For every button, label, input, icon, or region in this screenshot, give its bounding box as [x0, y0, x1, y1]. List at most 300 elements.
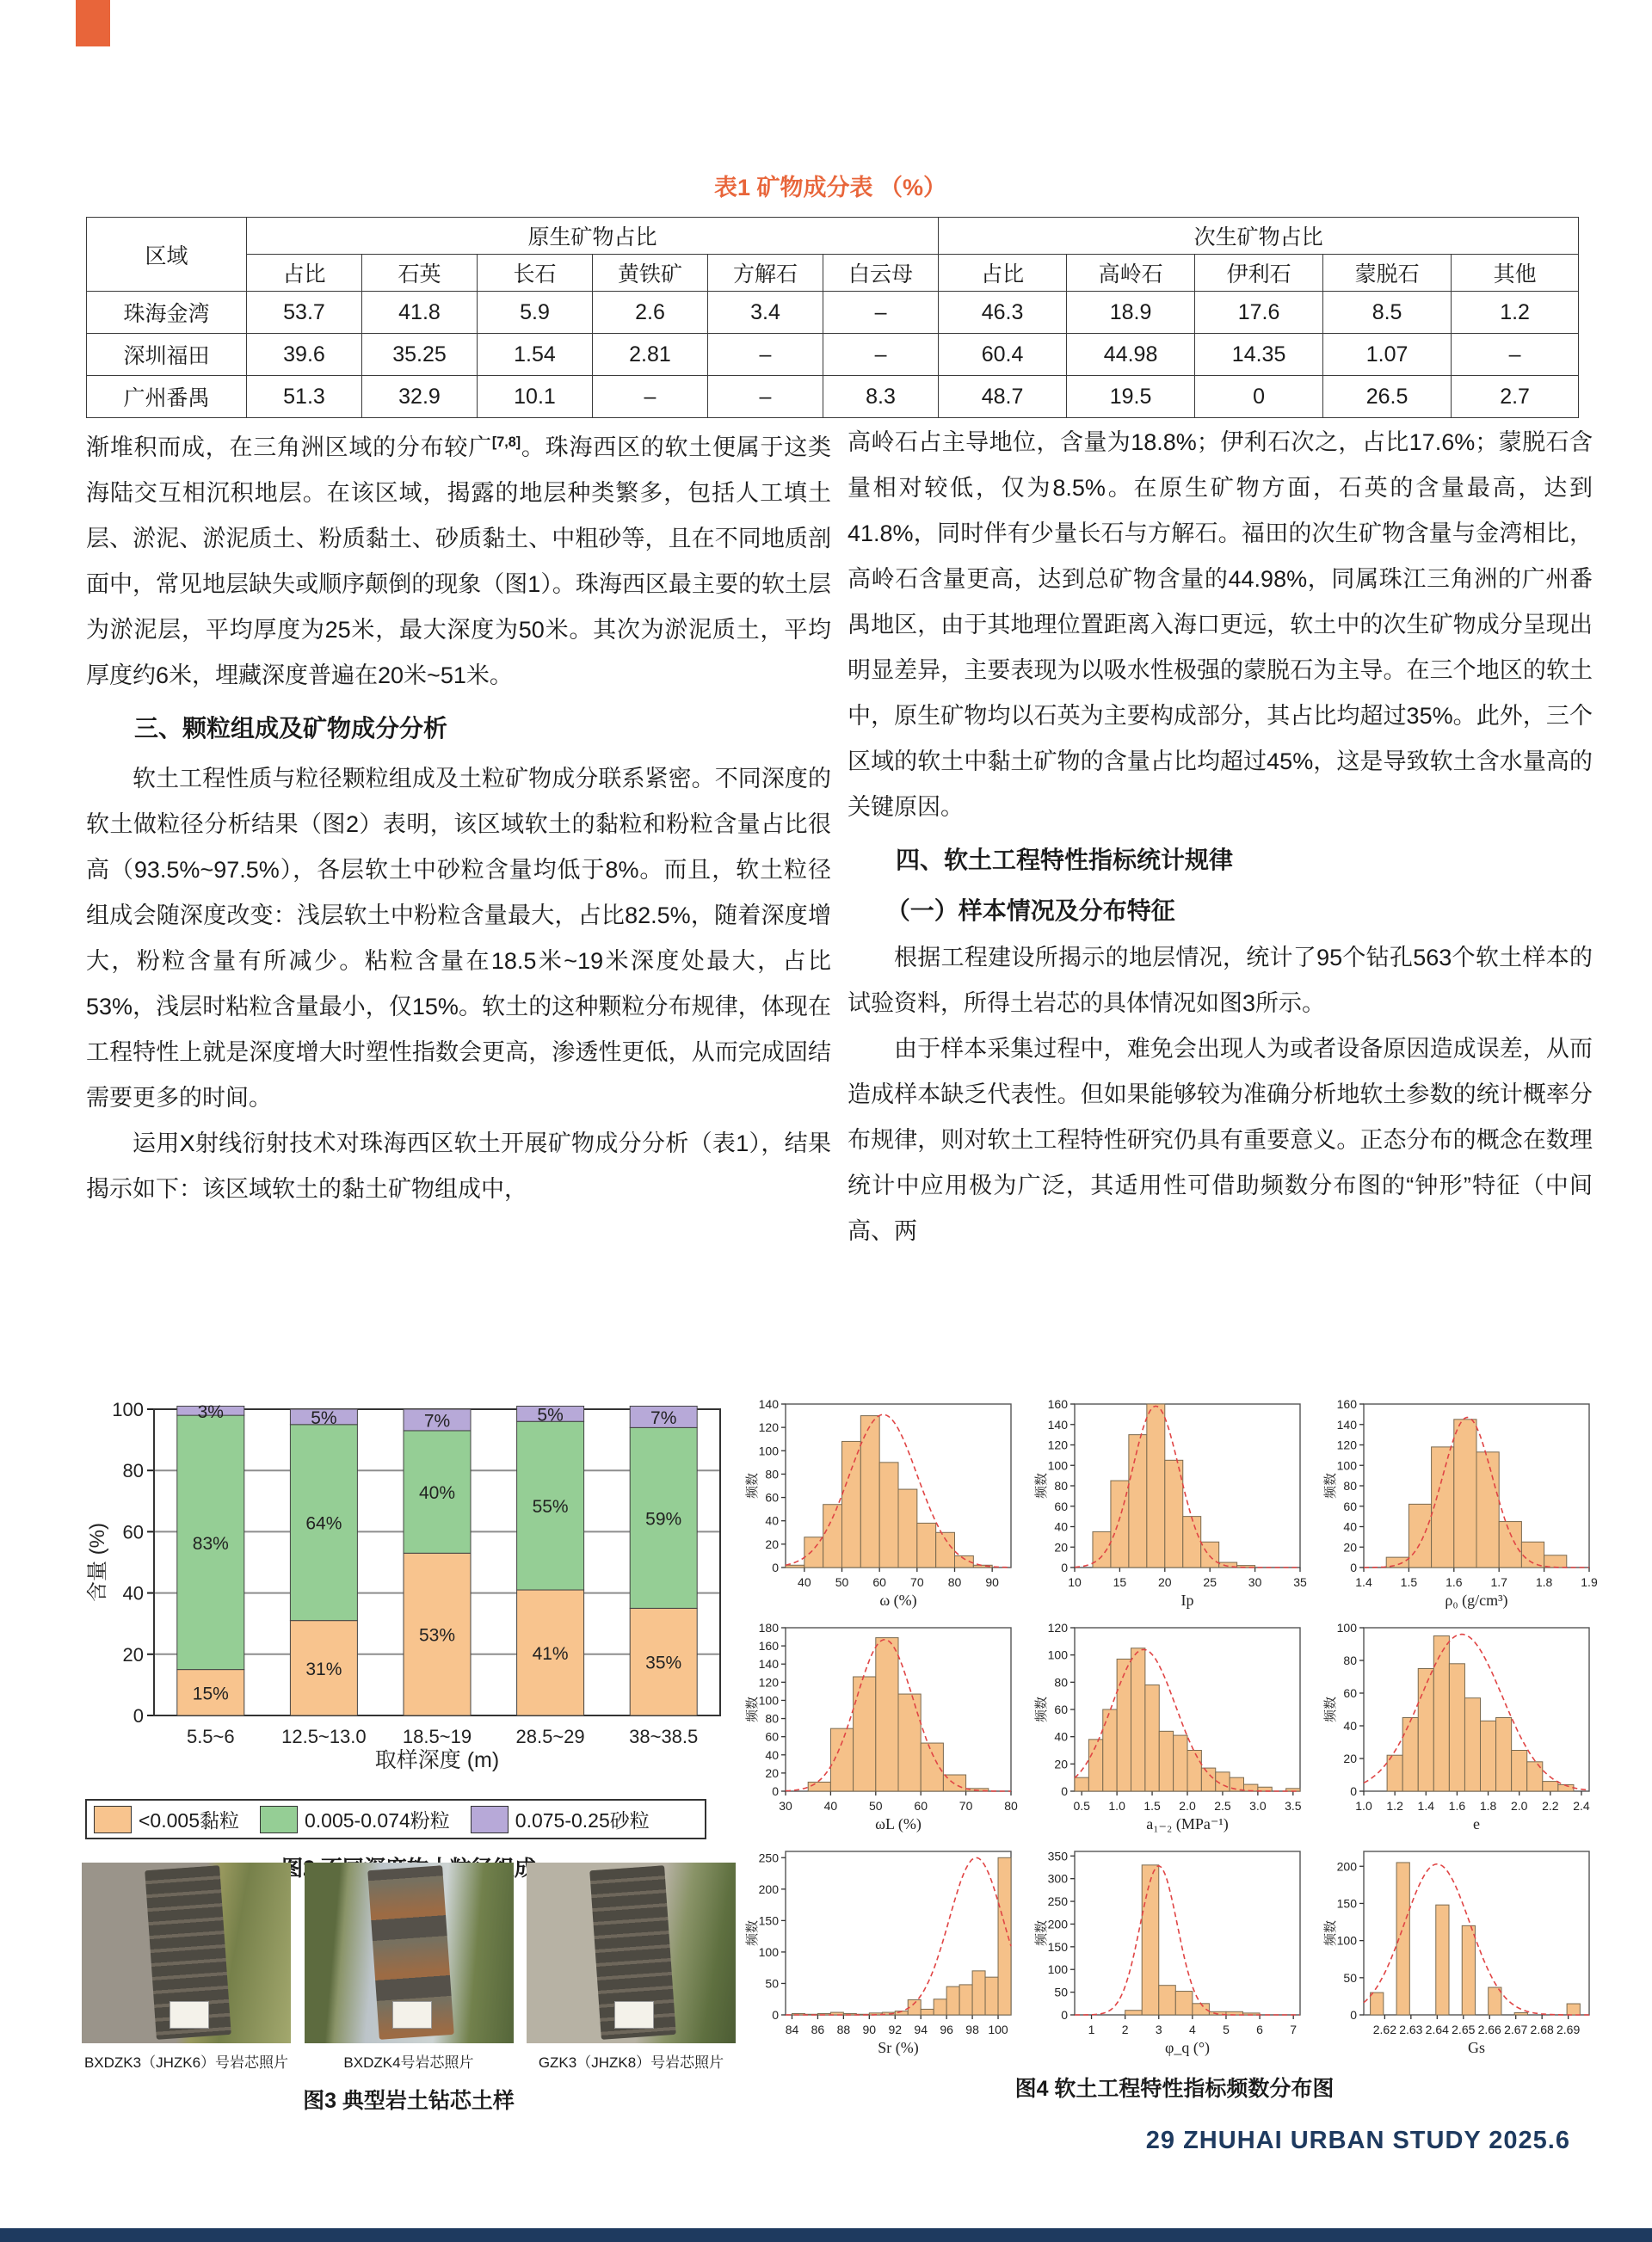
fig3-caption: 图3 典型岩土钻芯土样: [303, 2089, 515, 2113]
fig4-grid: [744, 1395, 1605, 2060]
legend-label: 0.005-0.074粉粒: [305, 1809, 450, 1832]
histogram-bar: [921, 2009, 934, 2015]
tick-label: 60: [1343, 1499, 1357, 1513]
histogram-bar: [1433, 1636, 1449, 1792]
table-cell-value: –: [823, 292, 939, 334]
subsection-heading: （一）样本情况及分布特征: [885, 897, 1175, 924]
citation-superscript: [7,8]: [491, 434, 521, 450]
table-cell-value: 5.9: [478, 292, 593, 334]
paragraph: [86, 420, 831, 699]
tick-label: 0: [133, 1705, 144, 1727]
table-subheader: 白云母: [823, 255, 939, 292]
stacked-bar-chart-particle-size: [82, 1395, 736, 1791]
right-column: [848, 420, 1593, 1254]
tick-label: 100: [1047, 1648, 1068, 1662]
histogram-bar: [917, 1523, 936, 1568]
table-cell-value: –: [1452, 334, 1579, 376]
tick-label: 80: [765, 1711, 779, 1726]
tick-label: 250: [758, 1851, 779, 1865]
figure2-block: [82, 1395, 736, 1882]
tick-label: 0.5: [1073, 1799, 1090, 1813]
histogram-bar: [1183, 1517, 1201, 1568]
histogram-bar: [879, 1463, 898, 1568]
table-cell-value: 3.4: [708, 292, 823, 334]
bar-value-label: 5%: [537, 1405, 564, 1426]
tick-label: 10: [1068, 1575, 1082, 1589]
tick-label: 20: [1054, 1757, 1068, 1771]
bar-value-label: 7%: [650, 1407, 677, 1428]
table-cell-value: 26.5: [1323, 376, 1452, 418]
bar-value-label: 59%: [645, 1509, 682, 1530]
y-axis-label: 频数: [745, 1696, 760, 1723]
histogram-bar: [898, 1694, 921, 1791]
histogram-bar: [1514, 2012, 1527, 2015]
histogram-bar: [934, 1999, 946, 2015]
y-axis-label: 频数: [1034, 1472, 1049, 1500]
table-subheader: 占比: [247, 255, 362, 292]
histogram-bar: [1476, 1452, 1499, 1568]
tick-label: 1.5: [1143, 1799, 1161, 1813]
histogram-bar: [1409, 1504, 1431, 1568]
tick-label: 1.8: [1479, 1799, 1497, 1813]
core-photo-2: [305, 1863, 514, 2043]
tick-label: 40: [1343, 1719, 1357, 1733]
figure4-block: [744, 1395, 1605, 2103]
tick-label: 0: [772, 1784, 779, 1798]
tick-label: 60: [1054, 1703, 1068, 1716]
table-cell-value: 1.2: [1452, 292, 1579, 334]
tick-label: 50: [869, 1799, 883, 1813]
histogram-bar: [1464, 1698, 1480, 1791]
histogram-bar: [1159, 1731, 1173, 1791]
table-cell-region: 广州番禺: [87, 376, 247, 418]
legend-swatch: [260, 1806, 298, 1833]
tick-label: 0: [1350, 1784, 1357, 1798]
tick-label: 2.5: [1214, 1799, 1231, 1813]
tick-label: 100: [1047, 1962, 1068, 1977]
table-cell-value: 53.7: [247, 292, 362, 334]
tick-label: 40: [122, 1582, 144, 1605]
bar-value-label: 41%: [532, 1644, 569, 1665]
table-cell-region: 深圳福田: [87, 334, 247, 376]
tick-label: 2.64: [1425, 2023, 1449, 2036]
histogram-bar: [1175, 1992, 1193, 2015]
tick-label: 60: [872, 1575, 886, 1589]
tick-label: 60: [914, 1799, 928, 1813]
tick-label: 1.7: [1490, 1575, 1507, 1589]
table-cell-value: 2.6: [593, 292, 708, 334]
histogram-bar: [1489, 1987, 1501, 2015]
table-subheader: 高岭石: [1067, 255, 1195, 292]
core-photo-caption-3: GZK3（JHZK8）号岩芯照片: [538, 2054, 724, 2071]
tick-label: 60: [1343, 1686, 1357, 1700]
histogram-bar: [1145, 1685, 1159, 1792]
table-cell-value: 1.07: [1323, 334, 1452, 376]
histogram-bar: [1125, 2011, 1143, 2015]
table-cell-value: 48.7: [939, 376, 1067, 418]
histogram-Sr: [744, 1843, 1020, 2060]
histogram-bar: [1481, 1721, 1496, 1791]
table-cell-value: 60.4: [939, 334, 1067, 376]
bar-value-label: 3%: [197, 1401, 224, 1422]
table-cell-value: 46.3: [939, 292, 1067, 334]
histogram-bar: [1544, 1555, 1567, 1568]
paragraph: 由于样本采集过程中，难免会出现人为或者设备原因造成误差，从而造成样本缺乏代表性。但如果能够较为准确分析地软土参数的统计概率分布规律，则对软土工程特性研究仍具有重要意义。正态分布的概念在数理统计中应用极为广泛，其适用性可借助频数分布图的“钟形”特征（中间高、两: [848, 1036, 1593, 1244]
core-photo-captions: [82, 2050, 736, 2072]
footer-band: [0, 2228, 1652, 2242]
tick-label: 350: [1047, 1849, 1068, 1863]
tick-label: 2.4: [1573, 1799, 1590, 1813]
tick-label: 40: [765, 1747, 779, 1762]
tick-label: 20: [1054, 1540, 1068, 1555]
histogram-bar: [1462, 1925, 1475, 2015]
core-label-card: [614, 2001, 654, 2029]
tick-label: 92: [888, 2023, 903, 2036]
histogram-bar: [860, 1416, 879, 1568]
tick-label: 94: [914, 2023, 928, 2036]
tick-label: 50: [835, 1575, 849, 1589]
core-photo-caption-2: BXDZK4号岩芯照片: [343, 2054, 474, 2071]
x-axis-label: ωL (%): [875, 1815, 922, 1832]
tick-label: 100: [1336, 1458, 1357, 1473]
tick-label: 1.4: [1417, 1799, 1435, 1813]
tick-label: 150: [758, 1913, 779, 1928]
tick-label: 30: [1248, 1575, 1262, 1589]
y-axis-label: 频数: [1034, 1919, 1049, 1947]
y-axis-label: 频数: [1034, 1696, 1049, 1723]
tick-label: 250: [1047, 1894, 1068, 1909]
fig4-caption: 图4 软土工程特性指标频数分布图: [1014, 2077, 1335, 2101]
histogram-bar: [1527, 1762, 1543, 1791]
table-cell-region: 珠海金湾: [87, 292, 247, 334]
tick-label: 160: [1047, 1397, 1068, 1411]
table-cell-value: 35.25: [362, 334, 478, 376]
tick-label: 5: [1223, 2023, 1230, 2036]
section-heading-3: 三、颗粒组成及矿物成分分析: [134, 715, 448, 742]
histogram-bar: [1371, 1993, 1384, 2015]
tick-label: 1.5: [1400, 1575, 1418, 1589]
tick-label: 80: [1343, 1479, 1357, 1493]
tick-label: 3: [1155, 2023, 1162, 2036]
table-cell-value: 8.3: [823, 376, 939, 418]
histogram-phiq: [1033, 1843, 1309, 2060]
histogram-bar: [959, 1985, 972, 2015]
histogram-e: [1322, 1619, 1598, 1836]
table-row: [87, 292, 1579, 334]
tick-label: 80: [1054, 1675, 1068, 1690]
x-axis-label: Sr (%): [878, 2039, 919, 2056]
histogram-bar: [1230, 1777, 1243, 1791]
tick-label: 120: [758, 1675, 779, 1690]
histogram-rho0: [1322, 1395, 1598, 1612]
histogram-bar: [1512, 1751, 1527, 1792]
legend-label: <0.005黏粒: [139, 1809, 239, 1832]
histogram-bar: [786, 1565, 804, 1568]
table-subheader: 其他: [1452, 255, 1579, 292]
histogram-bar: [1142, 1865, 1159, 2015]
histogram-bar: [842, 1441, 861, 1568]
bar-value-label: 7%: [423, 1411, 451, 1432]
tick-label: 100: [758, 1693, 779, 1708]
tick-label: 1.6: [1446, 1575, 1463, 1589]
bar-value-label: 40%: [418, 1483, 456, 1504]
histogram-bar: [854, 1677, 876, 1791]
tick-label: 28.5~29: [515, 1726, 585, 1747]
tick-label: 120: [1336, 1438, 1357, 1452]
y-axis-label: 频数: [1323, 1696, 1338, 1723]
table-subheader: 伊利石: [1195, 255, 1323, 292]
tick-label: 25: [1203, 1575, 1217, 1589]
histogram-bar: [1159, 1986, 1176, 2015]
histogram-bar: [1499, 1522, 1521, 1568]
tick-label: 30: [779, 1799, 792, 1813]
bar-value-label: 15%: [192, 1684, 229, 1704]
tick-label: 84: [785, 2023, 799, 2036]
bar-value-label: 55%: [532, 1497, 569, 1518]
bar-value-label: 31%: [305, 1659, 342, 1679]
table-cell-value: –: [708, 334, 823, 376]
table-subheader: 蒙脱石: [1323, 255, 1452, 292]
table-cell-value: 41.8: [362, 292, 478, 334]
paragraph: 软土工程性质与粒径颗粒组成及土粒矿物成分联系紧密。不同深度的软土做粒径分析结果（图2）表明，该区域软土的黏粒和粉粒含量占比很高（93.5%~97.5%），各层软土中砂粒含量均低于8%。而且，软土粒径组成会随深度改变：浅层软土中粉粒含量最大，占比82.5%，随着深度增大，粉粒含量有所减少。粘粒含量在18.5米~19米深度处最大，占比53%，浅层时粘粒含量最小，仅15%。软土的这种颗粒分布规律，体现在工程特性上就是深度增大时塑性指数会更高，渗透性更低，从而完成固结需要更多的时间。: [86, 766, 831, 1111]
histogram-bar: [985, 1977, 998, 2015]
table-header-primary-group: 原生矿物占比: [247, 218, 939, 255]
tick-label: 38~38.5: [629, 1726, 699, 1747]
tick-label: 20: [1343, 1752, 1357, 1765]
paragraph: 根据工程建设所揭示的地层情况，统计了95个钻孔563个软土样本的试验资料，所得土岩芯的具体情况如图3所示。: [848, 945, 1593, 1016]
tick-label: 98: [965, 2023, 979, 2036]
histogram-bar: [876, 1638, 898, 1791]
tick-label: 80: [1054, 1479, 1068, 1493]
section-heading-4: 四、软土工程特性指标统计规律: [896, 847, 1234, 873]
tick-label: 0: [772, 1561, 779, 1574]
tick-label: 0: [1061, 2008, 1068, 2022]
histogram-bar: [1454, 1420, 1476, 1568]
x-axis-label: Ip: [1180, 1592, 1194, 1609]
histogram-bar: [823, 1505, 842, 1568]
tick-label: 0: [772, 2008, 779, 2022]
histogram-omega: [744, 1395, 1020, 1612]
tick-label: 300: [1047, 1871, 1068, 1886]
tick-label: 80: [122, 1460, 144, 1482]
table-cell-value: 2.7: [1452, 376, 1579, 418]
histogram-bar: [946, 1986, 959, 2015]
tick-label: 80: [1343, 1654, 1357, 1667]
tick-label: 100: [758, 1444, 779, 1458]
tick-label: 200: [1336, 1859, 1357, 1874]
tick-label: 70: [959, 1799, 973, 1813]
tick-label: 2.66: [1477, 2023, 1501, 2036]
tick-label: 40: [1054, 1519, 1068, 1534]
tick-label: 15: [1113, 1575, 1127, 1589]
legend-item: [471, 1805, 662, 1833]
paragraph-text: 渐堆积而成，在三角洲区域的分布较广: [86, 434, 492, 460]
bar-value-label: 35%: [645, 1653, 682, 1673]
tick-label: 20: [122, 1643, 144, 1666]
histogram-bar: [1567, 2004, 1580, 2015]
y-axis-label: 含量 (%): [86, 1523, 109, 1602]
tick-label: 1.2: [1386, 1799, 1403, 1813]
histogram-a12: [1033, 1619, 1309, 1836]
table-cell-value: 18.9: [1067, 292, 1195, 334]
bar-value-label: 53%: [418, 1625, 456, 1646]
table-header-region: 区域: [87, 218, 247, 292]
paragraph: 高岭石占主导地位，含量为18.8%；伊利石次之，占比17.6%；蒙脱石含量相对较低，仅为8.5%。在原生矿物方面，石英的含量最高，达到41.8%，同时伴有少量长石与方解石。福田的次生矿物含量与金湾相比，高岭石含量更高，达到总矿物含量的44.98%，同属珠江三角洲的广州番禺地区，由于其地理位置距离入海口更远，软土中的次生矿物成分呈现出明显差异，主要表现为以吸水性极强的蒙脱石为主导。在三个地区的软土中，原生矿物均以石英为主要构成部分，其占比均超过35%。此外，三个区域的软土中黏土矿物的含量占比均超过45%，这是导致软土含水量高的关键原因。: [848, 429, 1593, 820]
tick-label: 100: [758, 1944, 779, 1959]
tick-label: 2.65: [1452, 2023, 1476, 2036]
tick-label: 100: [112, 1399, 144, 1420]
tick-label: 120: [1047, 1438, 1068, 1452]
histogram-bar: [1075, 1777, 1088, 1791]
tick-label: 40: [765, 1513, 779, 1528]
histogram-bar: [804, 1537, 823, 1568]
histogram-bar: [1543, 1782, 1558, 1791]
tick-label: 0: [1350, 1561, 1357, 1574]
table-subheader: 长石: [478, 255, 593, 292]
x-axis-label: a₁₋₂ (MPa⁻¹): [1146, 1815, 1229, 1832]
legend-item: [260, 1805, 462, 1833]
histogram-bar: [998, 1857, 1011, 2015]
histogram-bar: [1131, 1648, 1145, 1791]
histogram-bar: [1387, 1755, 1402, 1791]
left-column: [86, 420, 831, 1212]
tick-label: 4: [1188, 2023, 1196, 2036]
table-cell-value: 19.5: [1067, 376, 1195, 418]
table-cell-value: 10.1: [478, 376, 593, 418]
table-cell-value: 17.6: [1195, 292, 1323, 334]
x-axis-label: e: [1473, 1815, 1480, 1832]
fig2-legend: [85, 1799, 706, 1839]
y-axis-label: 频数: [745, 1919, 760, 1947]
tick-label: 200: [758, 1882, 779, 1896]
core-photo-caption-1: BXDZK3（JHZK6）号岩芯照片: [83, 2054, 289, 2071]
table-row: [87, 376, 1579, 418]
histogram-bar: [1402, 1718, 1418, 1792]
table-subheader: 石英: [362, 255, 478, 292]
histogram-bar: [1449, 1664, 1464, 1791]
histogram-bar: [972, 1971, 985, 2015]
fig2-caption: 图2: [281, 1857, 315, 1881]
tick-label: 12.5~13.0: [281, 1726, 367, 1747]
tick-label: 140: [758, 1657, 779, 1672]
tick-label: 140: [1336, 1417, 1357, 1432]
histogram-bar: [1521, 1542, 1544, 1568]
tick-label: 5.5~6: [186, 1726, 235, 1747]
legend-swatch: [94, 1806, 132, 1833]
core-photo-1: [82, 1863, 291, 2043]
x-axis-label: φ_q (°): [1164, 2039, 1211, 2056]
page-footer: 29 ZHUHAI URBAN STUDY 2025.6: [1145, 2127, 1570, 2154]
core-photo-row: [82, 1863, 736, 2043]
tick-label: 50: [1343, 1970, 1357, 1985]
tick-label: 180: [758, 1621, 779, 1635]
legend-item: [94, 1805, 251, 1833]
tick-label: 100: [988, 2023, 1008, 2036]
tick-label: 2.69: [1556, 2023, 1581, 2036]
table-body: [87, 292, 1579, 418]
legend-swatch: [471, 1806, 509, 1833]
core-photo-3: [527, 1863, 736, 2043]
histogram-bar: [1418, 1669, 1433, 1792]
page-corner-mark: [76, 0, 110, 46]
paragraph-text: 。珠海西区的软土便属于这类海陆交互相沉积地层。在该区域，揭露的地层种类繁多，包括人工填土层、淤泥、淤泥质土、粉质黏土、砂质黏土、中粗砂等，且在不同地质剖面中，常见地层缺失或顺序颠倒的现象（图1）。珠海西区最主要的软土层为淤泥层，平均厚度为25米，最大深度为50米。其次为淤泥质土，平均厚度约6米，埋藏深度普遍在20米~51米。: [86, 434, 832, 688]
tick-label: 200: [1047, 1917, 1068, 1931]
histogram-bar: [1147, 1404, 1165, 1568]
table-cell-value: 32.9: [362, 376, 478, 418]
tick-label: 2.67: [1504, 2023, 1528, 2036]
tick-label: 100: [1336, 1621, 1357, 1635]
table-cell-value: –: [708, 376, 823, 418]
tick-label: 1.8: [1535, 1575, 1553, 1589]
table-cell-value: 14.35: [1195, 334, 1323, 376]
table-cell-value: 1.54: [478, 334, 593, 376]
tick-label: 140: [1047, 1417, 1068, 1432]
tick-label: 20: [765, 1765, 779, 1780]
paragraph: 运用X射线衍射技术对珠海西区软土开展矿物成分分析（表1），结果揭示如下：该区域软土的黏土矿物组成中，: [86, 1130, 831, 1202]
tick-label: 1.9: [1581, 1575, 1598, 1589]
table-row: [87, 334, 1579, 376]
tick-label: 2.0: [1510, 1799, 1528, 1813]
histogram-bar: [1436, 1905, 1449, 2015]
tick-label: 1.6: [1448, 1799, 1466, 1813]
y-axis-label: 频数: [745, 1472, 760, 1500]
table-cell-value: 51.3: [247, 376, 362, 418]
tick-label: 7: [1290, 2023, 1298, 2036]
histogram-Gs: [1322, 1843, 1598, 2060]
tick-label: 90: [862, 2023, 877, 2036]
table-header-secondary-group: 次生矿物占比: [939, 218, 1579, 255]
histogram-bar: [1117, 1659, 1131, 1791]
tick-label: 60: [122, 1521, 144, 1543]
table-cell-value: –: [823, 334, 939, 376]
tick-label: 80: [947, 1575, 962, 1589]
tick-label: 2.68: [1530, 2023, 1554, 2036]
tick-label: 20: [1343, 1540, 1357, 1555]
core-label-card: [392, 2001, 432, 2029]
table-cell-value: 2.81: [593, 334, 708, 376]
tick-label: 1.0: [1108, 1799, 1125, 1813]
table-subheader: 方解石: [708, 255, 823, 292]
tick-label: 6: [1256, 2023, 1263, 2036]
x-axis-label: ρ₀ (g/cm³): [1445, 1592, 1508, 1609]
tick-label: 18.5~19: [402, 1726, 472, 1747]
table-subheader: 黄铁矿: [593, 255, 708, 292]
tick-label: 2: [1121, 2023, 1129, 2036]
histogram-bar: [1496, 1718, 1512, 1792]
tick-label: 0: [1350, 2008, 1357, 2022]
tick-label: 0: [1061, 1561, 1068, 1574]
tick-label: 50: [765, 1976, 779, 1991]
table-subheader-row: [87, 255, 1579, 292]
histogram-Ip: [1033, 1395, 1309, 1612]
tick-label: 3.0: [1249, 1799, 1267, 1813]
core-label-card: [170, 2001, 209, 2029]
tick-label: 140: [758, 1397, 779, 1411]
tick-label: 90: [985, 1575, 999, 1589]
table-cell-value: 39.6: [247, 334, 362, 376]
bar-value-label: 83%: [192, 1533, 229, 1554]
tick-label: 150: [1047, 1939, 1068, 1954]
tick-label: 40: [823, 1799, 838, 1813]
table-cell-value: 44.98: [1067, 334, 1195, 376]
table-cell-value: –: [593, 376, 708, 418]
histogram-bar: [1201, 1542, 1219, 1568]
tick-label: 160: [758, 1639, 779, 1654]
table-subheader: 占比: [939, 255, 1067, 292]
tick-label: 1.0: [1355, 1799, 1372, 1813]
tick-label: 60: [1054, 1499, 1068, 1513]
histogram-bar: [1129, 1435, 1147, 1568]
